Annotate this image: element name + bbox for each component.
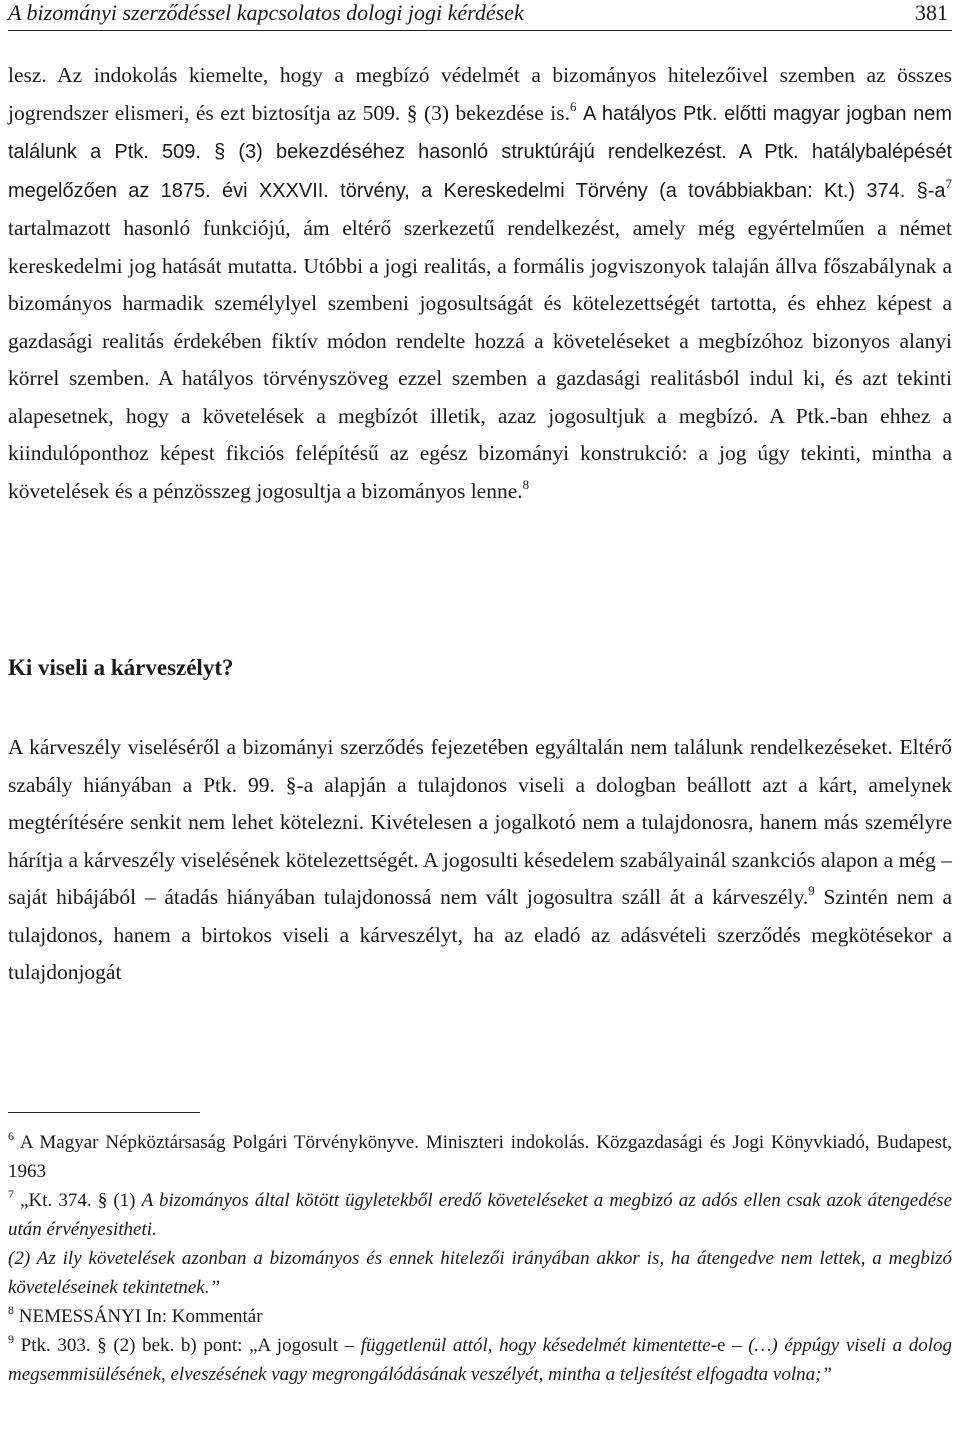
footnote-ref-9[interactable]: 9 bbox=[808, 883, 815, 898]
footnotes bbox=[8, 1128, 952, 1389]
paragraph-1-part-c: tartalmazott hasonló funkciójú, ám eltérő szerkezetű rendelkezést, amely még egyértelműen a német kereskedelmi jog hatását mutatta. Utóbbi a jogi realitás, a formális jogviszonyok talaján állva főszabálynak a bizományos harmadik személylyel szembeni jogosultságát és kötelezettségét tartotta, és ehhez képest a gazdasági realitás érdekében fiktív módon rendelte hozzá a követeléseket a megbízóhoz bizonyos alanyi körrel szemben. A hatályos törvényszöveg ezzel szemben a gazdasági realitásból indul ki, és azt tekinti alapesetnek, hogy a követelések a megbízót illetik, azaz jogosultjuk a megbízó. A Ptk.-ban ehhez a kiindulóponthoz képest fikciós felépítésű az egész bizományi konstrukció: a jog úgy tekinti, mintha a követelések és a pénzösszeg jogosultja a bizományos lenne. bbox=[8, 216, 952, 503]
footnote-7 bbox=[8, 1186, 952, 1244]
footnote-ref-7[interactable]: 7 bbox=[945, 175, 952, 191]
paragraph-1-part-a: lesz. Az indokolás kiemelte, hogy a megbízó védelmét a bizományos hitelezőivel szemben az összes jogrendszer elismeri, és ezt biztosítja az 509. § (3) bekezdése is. bbox=[8, 63, 952, 125]
footnote-text: A Magyar Népköztársaság Polgári Törvénykönyve. Miniszteri indokolás. Közgazdasági és Jogi Könyvkiadó, Budapest, 1963 bbox=[8, 1132, 952, 1182]
footnote-text: -e – bbox=[710, 1335, 742, 1356]
footnote-divider bbox=[8, 1112, 200, 1113]
footnote-quote: (…) éppúgy viseli a dolog megsemmisülésének, elveszésének vagy megrongálódásának veszélyét, mintha a teljesítést elfogadta volna;” bbox=[8, 1335, 952, 1385]
paragraph-1 bbox=[8, 57, 952, 510]
paragraph-2 bbox=[8, 729, 952, 992]
page-number: 381 bbox=[915, 0, 948, 25]
footnote-text: NEMESSÁNYI In: Kommentár bbox=[18, 1306, 263, 1327]
footnote-6 bbox=[8, 1128, 952, 1186]
section-heading: Ki viseli a kárveszélyt? bbox=[8, 655, 234, 680]
footnote-text: Ptk. 303. § (2) bek. b) pont: „A jogosult – bbox=[20, 1335, 355, 1356]
paragraph-1-part-b: A hatályos Ptk. előtti magyar jogban nem találunk a Ptk. 509. § (3) bekezdéséhez hasonló struktúrájú rendelkezést. A Ptk. hatálybalépését megelőzően az 1875. évi XXXVII. törvény, a Kereskedelmi Törvény (a továbbiakban: Kt.) 374. §-a bbox=[8, 102, 953, 202]
paragraph-2-part-b: Szintén nem a tulajdonos, hanem a birtokos viseli a kárveszélyt, ha az eladó az adásvételi szerződés megkötésekor a tulajdonjogát bbox=[8, 885, 952, 984]
footnote-number: 9 bbox=[8, 1332, 14, 1346]
footnote-number: 6 bbox=[8, 1129, 14, 1143]
footnote-ref-6[interactable]: 6 bbox=[570, 98, 577, 114]
running-header bbox=[8, 0, 952, 31]
footnote-9 bbox=[8, 1331, 952, 1389]
running-title: A bizományi szerződéssel kapcsolatos dologi jogi kérdések bbox=[8, 0, 524, 25]
footnote-8 bbox=[8, 1302, 952, 1331]
footnote-number: 7 bbox=[8, 1187, 14, 1201]
footnote-ref-8[interactable]: 8 bbox=[522, 476, 530, 492]
footnote-7-continued bbox=[8, 1244, 952, 1302]
footnote-quote: (2) Az ily követelések azonban a bizományos és ennek hitelezői irányában akkor is, ha átengedve nem lettek, a megbizó követeléseinek tekintetnek.” bbox=[8, 1248, 952, 1298]
footnote-quote: függetlenül attól, hogy késedelmét kimentette bbox=[360, 1335, 711, 1356]
footnote-text: „Kt. 374. § (1) bbox=[20, 1190, 136, 1211]
footnote-quote: A bizományos által kötött ügyletekből eredő követeléseket a megbizó az adós ellen csak azok átengedése után érvényesitheti. bbox=[8, 1190, 953, 1240]
footnote-number: 8 bbox=[8, 1303, 14, 1317]
paragraph-2-part-a: A kárveszély viseléséről a bizományi szerződés fejezetében egyáltalán nem találunk rendelkezéseket. Eltérő szabály hiányában a Ptk. 99. §-a alapján a tulajdonos viseli a dologban beállott azt a kárt, amelynek megtérítésére senkit nem lehet kötelezni. Kivételesen a jogalkotó nem a tulajdonosra, hanem más személyre hárítja a kárveszély viselésének kötelezettségét. A jogosulti késedelem szabályainál szankciós alapon a még – saját hibájából – átadás hiányában tulajdonossá nem vált jogosultra száll át a kárveszély. bbox=[8, 735, 952, 909]
